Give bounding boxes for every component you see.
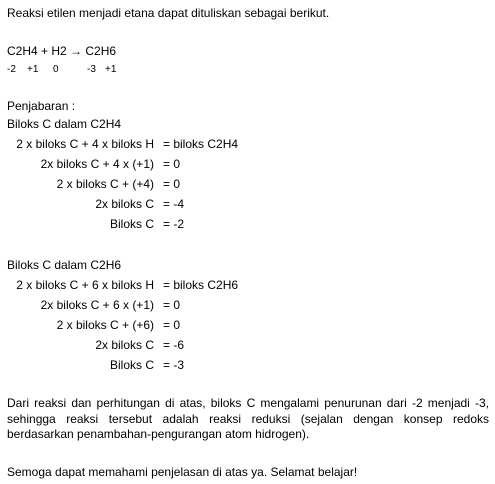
equation-lhs: Biloks C	[109, 217, 154, 231]
oxidation-number-h-c2h4: +1	[27, 64, 39, 75]
equation-rhs: = -6	[163, 338, 185, 352]
equation-rhs: = biloks C2H6	[163, 278, 239, 292]
equation-rhs: = 0	[163, 157, 181, 171]
penjabaran-label: Penjabaran :	[7, 99, 76, 113]
equation-lhs: 2 x biloks C + 4 x biloks H	[16, 137, 154, 151]
equation-lhs: 2x biloks C + 4 x (+1)	[40, 157, 154, 171]
oxidation-number-c-c2h4: -2	[7, 64, 16, 75]
closing-text: Semoga dapat memahami penjelasan di atas ya. Selamat belajar!	[7, 465, 358, 479]
oxidation-number-c-c2h6: -3	[87, 64, 96, 75]
intro-text: Reaksi etilen menjadi etana dapat dituliskan sebagai berikut.	[7, 6, 330, 20]
conclusion-paragraph: Dari reaksi dan perhitungan di atas, biloks C mengalami penurunan dari -2 menjadi -3, sehingga reaksi tersebut adalah reaksi reduksi (sejalan dengan konsep redoks berdasarkan penambahan-pengurangan atom hidrogen).	[7, 396, 489, 441]
equation-rhs: = 0	[163, 318, 181, 332]
equation-lhs: Biloks C	[109, 358, 154, 372]
section-heading: Biloks C dalam C2H6	[7, 258, 122, 272]
section-heading: Biloks C dalam C2H4	[7, 117, 122, 131]
equation-rhs: = 0	[163, 298, 181, 312]
oxidation-number-h-c2h6: +1	[105, 64, 117, 75]
equation-lhs: 2 x biloks C + (+6)	[56, 318, 154, 332]
equation-rhs: = -2	[163, 217, 185, 231]
equation-lhs: 2x biloks C	[95, 338, 154, 352]
equation-rhs: = -3	[163, 358, 185, 372]
equation-rhs: = biloks C2H4	[163, 137, 239, 151]
equation-lhs: 2x biloks C	[95, 197, 154, 211]
equation-lhs: 2 x biloks C + (+4)	[56, 177, 154, 191]
equation-rhs: = -4	[163, 197, 185, 211]
equation-lhs: 2x biloks C + 6 x (+1)	[40, 298, 154, 312]
equation-rhs: = 0	[163, 177, 181, 191]
reaction-equation: C2H4 + H2 → C2H6	[7, 44, 117, 58]
oxidation-number-h2: 0	[53, 64, 59, 75]
equation-lhs: 2 x biloks C + 6 x biloks H	[16, 278, 154, 292]
